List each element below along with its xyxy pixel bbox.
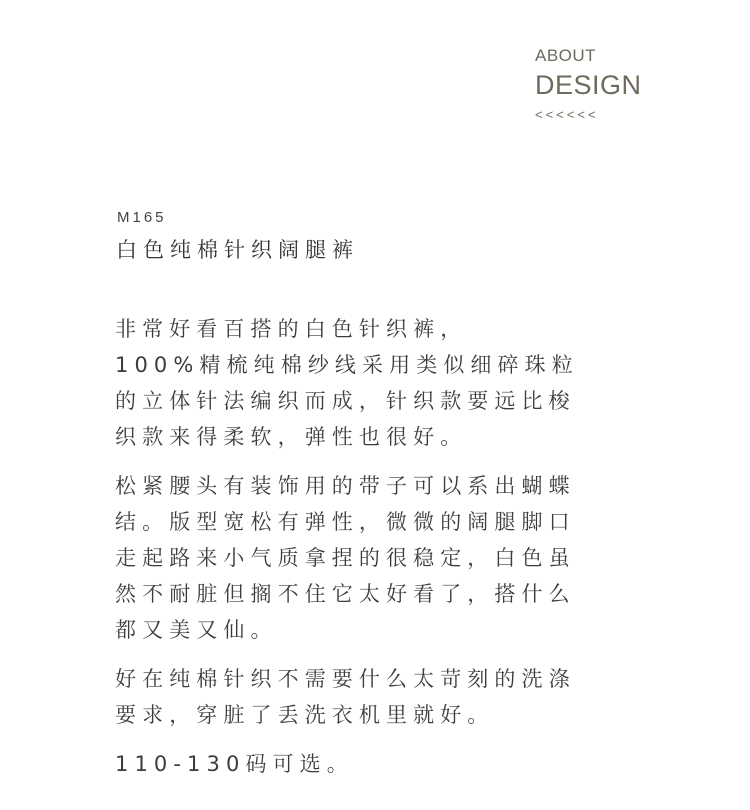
text-line: 然不耐脏但搁不住它太好看了，搭什么	[115, 582, 576, 606]
text-line: 好在纯棉针织不需要什么太苛刻的洗涤	[115, 667, 576, 691]
text-line: 织款来得柔软，弹性也很好。	[115, 425, 468, 449]
text-line: 的立体针法编织而成，针织款要远比梭	[115, 389, 576, 413]
arrows-decoration: <<<<<<	[535, 107, 599, 122]
paragraph-1	[115, 311, 635, 455]
text-line: 松紧腰头有装饰用的带子可以系出蝴蝶	[115, 474, 576, 498]
text-line: 非常好看百搭的白色针织裤，	[115, 317, 468, 341]
text-line: 100%精梳纯棉纱线采用类似细碎珠粒	[115, 353, 579, 377]
paragraph-3	[115, 661, 635, 733]
paragraph-2	[115, 468, 635, 648]
text-line: 110-130码可选。	[115, 752, 354, 776]
text-line: 要求，穿脏了丢洗衣机里就好。	[115, 703, 495, 727]
text-line: 结。版型宽松有弹性，微微的阔腿脚口	[115, 510, 576, 534]
product-title: 白色纯棉针织阔腿裤	[116, 238, 359, 262]
product-description	[115, 311, 635, 795]
text-line: 都又美又仙。	[115, 618, 278, 642]
design-label: DESIGN	[535, 70, 642, 100]
text-line: 走起路来小气质拿捏的很稳定，白色虽	[115, 546, 576, 570]
paragraph-4	[115, 746, 635, 782]
product-code: M165	[117, 209, 167, 226]
about-design-heading	[535, 46, 642, 123]
about-label: ABOUT	[535, 46, 597, 65]
